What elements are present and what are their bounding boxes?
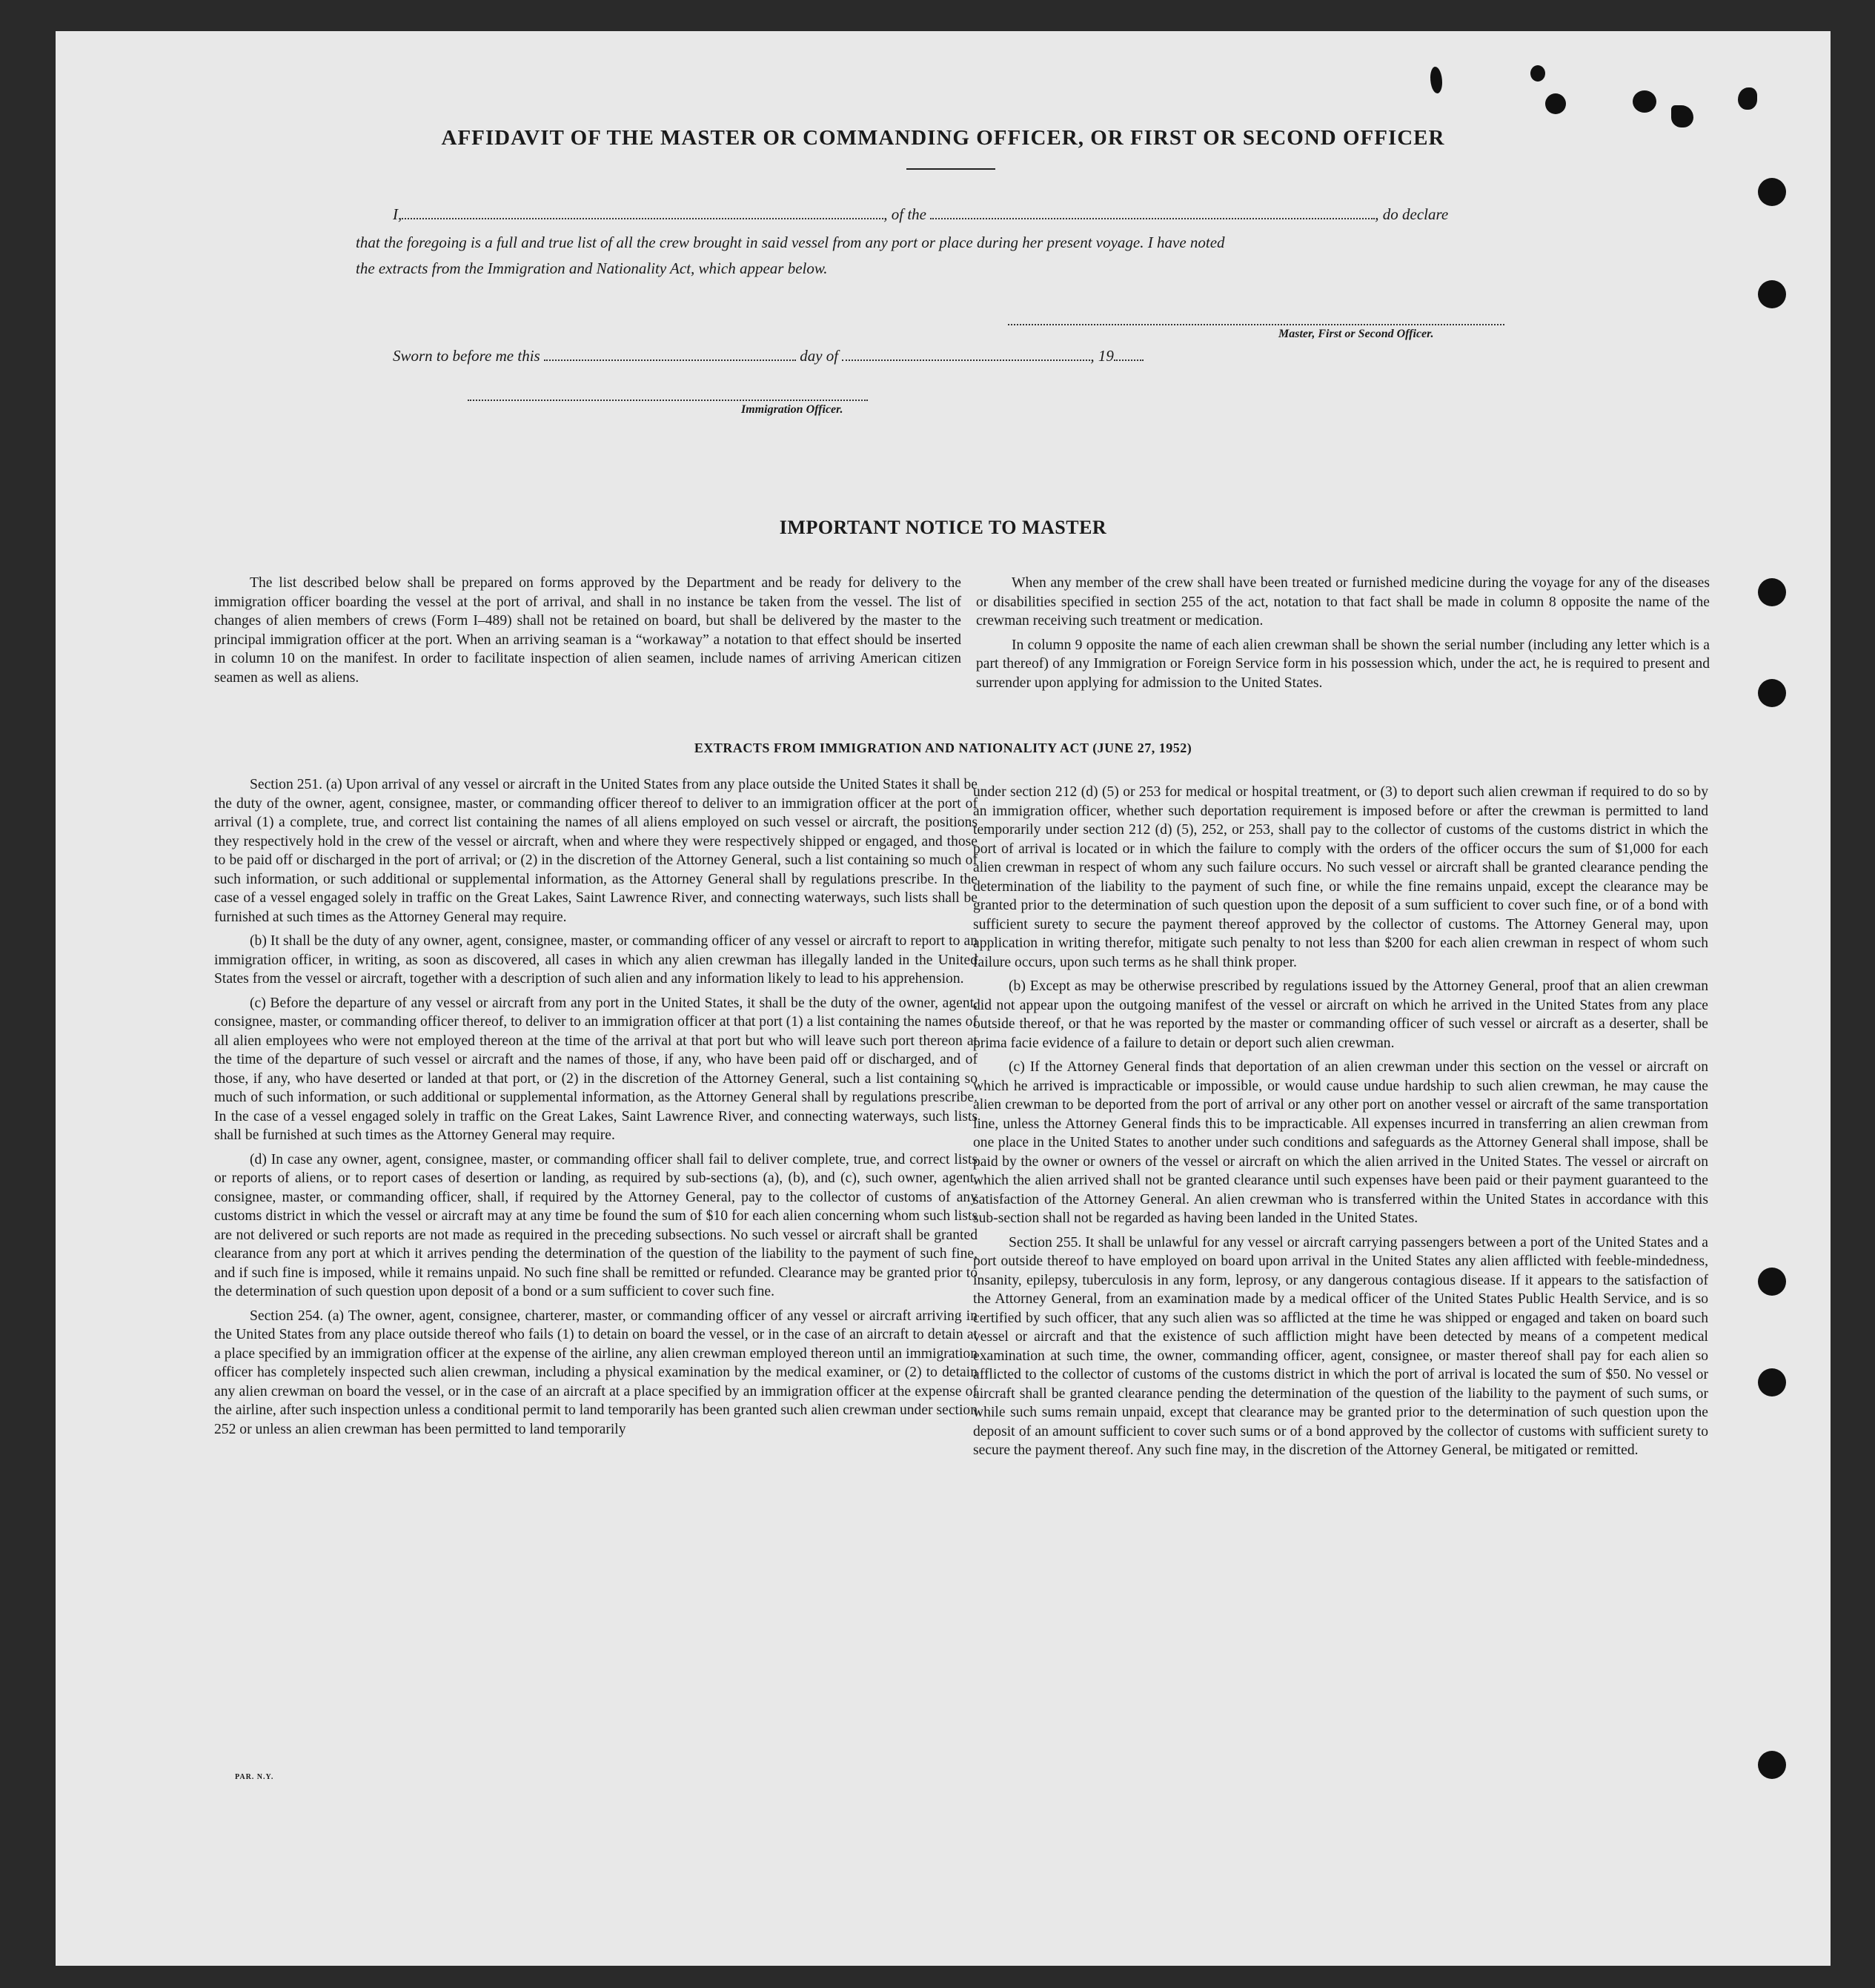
printer-mark: PAR. N.Y. (235, 1773, 274, 1781)
notice-heading: IMPORTANT NOTICE TO MASTER (779, 517, 1107, 538)
immigration-officer-signature-line[interactable] (468, 400, 868, 401)
sworn-prefix: Sworn to before me this (393, 347, 540, 365)
section-254-a: Section 254. (a) The owner, agent, consignee, charterer, master, or commanding officer of any vessel or aircraft arriving in the United States from any place outside thereof who fails (1) to detain on board the vessel, or in the case of an aircraft to detain at a place specified by an immigration officer at the expense of the airline, any alien crewman employed thereon until an immigration officer has completely inspected such alien crewman, including a physical examination by the medical examiner, or (2) to detain any alien crewman on board the vessel, or in the case of an aircraft at a place specified by an immigration officer at the expense of the airline, after such inspection unless a conditional permit to land temporarily has been granted such alien crewman under section 252 or unless an alien crewman has been permitted to land temporarily (214, 1308, 978, 1437)
declaration-text-cont: the extracts from the Immigration and Nationality Act, which appear below. (356, 259, 828, 277)
vessel-prefix: , of the (883, 205, 926, 223)
binder-hole (1758, 178, 1786, 206)
sworn-month-blank[interactable] (842, 348, 1090, 361)
declaration-text: that the foregoing is a full and true list of all the crew brought in said vessel from any port or place during her present voyage. I have noted (356, 233, 1225, 251)
section-251-a: Section 251. (a) Upon arrival of any vessel or aircraft in the United States from any place outside the United States it shall be the duty of the owner, agent, consignee, master, or commanding officer thereof to deliver to an immigration officer at the port of arrival (1) a complete, true, and correct list containing the names of all aliens employed on such vessel or aircraft, the positions they respectively hold in the crew of the vessel or aircraft, when and where they were respectively shipped or engaged, and those to be paid off or discharged in the port of arrival; or (2) in the discretion of the Attorney General, such a list containing so much of such information, or such additional or supplemental information, as the Attorney General shall by regulations prescribe. In the case of a vessel engaged solely in traffic on the Great Lakes, Saint Lawrence River, and connecting waterways, such lists shall be furnished at such times as the Attorney General may require. (214, 777, 978, 925)
document-page (56, 31, 1831, 1966)
declaration-line (393, 205, 1448, 224)
binder-hole (1758, 1368, 1786, 1396)
title-rule (906, 168, 995, 170)
declare-suffix: , do declare (1375, 205, 1449, 223)
binder-hole (1758, 1268, 1786, 1296)
binder-hole (1758, 578, 1786, 606)
section-254-b: (b) Except as may be otherwise prescribed by regulations issued by the Attorney General, proof that an alien crewman did not appear upon the outgoing manifest of the vessel or aircraft on which he arrived in the United States from any place outside thereof, or that he was reported by the master or commanding officer of such vessel or aircraft as a deserter, shall be prima facie evidence of a failure to detain or deport such alien crewman. (973, 978, 1708, 1051)
notice-paragraph: When any member of the crew shall have been treated or furnished medicine during the voyage for any of the diseases or disabilities specified in section 255 of the act, notation to that fact shall be made in column 8 opposite the name of the crewman receiving such treatment or medication. (976, 575, 1710, 629)
binder-hole (1758, 280, 1786, 308)
vessel-name-blank[interactable] (930, 206, 1375, 219)
immigration-officer-label: Immigration Officer. (741, 403, 843, 416)
day-of-label: day of (800, 347, 839, 365)
section-254-a-cont: under section 212 (d) (5) or 253 for medical or hospital treatment, or (3) to deport such alien crewman if required to do so by an immigration officer, whether such deportation requirement is imposed before or after the crewman is permitted to land temporarily under section 212 (d) (5), 252, or 253, shall pay to the collector of customs of the customs district in which the port of arrival is located or in which the failure to comply with the orders of the officer occurs the sum of $1,000 for each alien crewman in respect of whom any such failure occurs. No such vessel or aircraft shall be granted clearance pending the determination of the liability to the payment of such fine, or while the fine remains unpaid, except the clearance may be granted prior to the determination of such question upon the deposit of a sum sufficient to cover such fine, or of a bond with sufficient surety to secure the payment thereof approved by the collector of customs. The Attorney General may, upon application in writing therefor, mitigate such penalty to not less than $200 for each alien crewman in respect of whom such failure occurs, upon such terms as he shall think proper. (973, 784, 1708, 970)
section-254-c: (c) If the Attorney General finds that deportation of an alien crewman under this section on the vessel or aircraft on which he arrived is impracticable or impossible, or would cause undue hardship to such alien crewman, he may cause the alien crewman to be deported from the port of arrival or any other port on another vessel or aircraft of the same transportation line, unless the Attorney General finds this to be impracticable. All expenses incurred in transferring an alien crewman from one place in the United States to another under such conditions and safeguards as the Attorney General shall impose, shall be paid by the owner or owners of the vessel or aircraft on which the alien arrived in the United States. The vessel or aircraft on which the alien arrived shall not be granted clearance until such expenses have been paid or their payment guaranteed to the satisfaction of the Attorney General. An alien crewman who is transferred within the United States in accordance with this sub-section shall not be regarded as having been landed in the United States. (973, 1059, 1708, 1226)
section-251-d: (d) In case any owner, agent, consignee, master, or commanding officer shall fail to deliver complete, true, and correct lists or reports of aliens, or to report cases of desertion or landing, as required by sub-sections (a), (b), and (c), such owner, agent, consignee, master, or commanding officer, shall, if required by the Attorney General, pay to the collector of customs of any customs district in which the vessel or aircraft may at any time be found the sum of $10 for each alien concerning whom such lists are not delivered or such reports are not made as required in the preceding subsections. No such vessel or aircraft shall be granted clearance from any port at which it arrives pending the determination of the question of the liability to the payment of such fine, and if such fine is imposed, while it remains unpaid. No such fine shall be remitted or refunded. Clearance may be granted prior to the determination of such question upon deposit of a bond or a sum sufficient to cover such fine. (214, 1151, 978, 1299)
notice-left-column (214, 574, 961, 692)
affidavit-title: AFFIDAVIT OF THE MASTER OR COMMANDING OFFICER, OR FIRST OR SECOND OFFICER (441, 126, 1445, 150)
declarant-prefix: I, (393, 205, 402, 223)
sworn-line (393, 347, 1144, 365)
notice-paragraph: The list described below shall be prepared on forms approved by the Department and be ready for delivery to the immigration officer boarding the vessel at the port of arrival, and shall in no instance be taken from the vessel. The list of changes of alien members of crews (Form I–489) shall not be retained on board, but shall be delivered by the master to the principal immigration officer at the port. When an arriving seaman is a “workaway” a notation to that effect should be inserted in column 10 on the manifest. In order to facilitate inspection of alien seamen, include names of arriving American citizen seamen as well as aliens. (214, 575, 961, 686)
master-signature-line[interactable] (1008, 324, 1504, 325)
extracts-heading: EXTRACTS FROM IMMIGRATION AND NATIONALITY ACT (JUNE 27, 1952) (694, 740, 1192, 755)
extracts-right-column (973, 783, 1708, 1465)
binder-hole (1758, 1751, 1786, 1779)
binder-hole (1758, 679, 1786, 707)
ink-blot (1671, 105, 1693, 127)
notice-paragraph: In column 9 opposite the name of each alien crewman shall be shown the serial number (including any letter which is a part thereof) of any Immigration or Foreign Service form in his possession which, under the act, he is required to present and surrender upon applying for admission to the United States. (976, 637, 1710, 691)
ink-blot (1545, 93, 1566, 114)
sworn-day-blank[interactable] (544, 348, 796, 361)
extracts-left-column (214, 775, 978, 1444)
sworn-year-blank[interactable] (1114, 348, 1144, 361)
section-251-c: (c) Before the departure of any vessel or aircraft from any port in the United States, it shall be the duty of the owner, agent, consignee, master, or commanding officer thereof, to deliver to an immigration officer at that port (1) a list containing the names of all alien employees who were not employed thereon at the time of the arrival at that port but who will leave such port thereon at the time of the departure of such vessel or aircraft and the names of those, if any, who have been paid off or discharged, and of those, if any, who have deserted or landed at that port, or (2) in the discretion of the Attorney General, such a list containing so much of such information, or such additional or supplemental information, as the Attorney General shall by regulations prescribe. In the case of a vessel engaged solely in traffic on the Great Lakes, Saint Lawrence River, and connecting waterways, such lists shall be furnished at such times as the Attorney General may require. (214, 995, 978, 1143)
section-255: Section 255. It shall be unlawful for any vessel or aircraft carrying passengers between a port of the United States and a port outside thereof to have employed on board upon arrival in the United States any alien afflicted with feeble-mindedness, insanity, epilepsy, tuberculosis in any form, leprosy, or any dangerous contagious disease. If it appears to the satisfaction of the Attorney General, from an examination made by a medical officer of the United States Public Health Service, and is so certified by such officer, that any such alien was so afflicted at the time he was shipped or engaged and taken on board such vessel or aircraft and that the existence of such affliction might have been detected by means of a competent medical examination at such time, the owner, commanding officer, agent, consignee, or master thereof shall pay for each alien so afflicted to the collector of customs of the customs district in which the port of arrival is located the sum of $50. No vessel or aircraft shall be granted clearance pending the determination of the question of the liability to the payment of such sums, or while such sums remain unpaid, except that clearance may be granted prior to the determination of such question upon the deposit of an amount sufficient to cover such sums or of a bond approved by the collector of customs with sufficient surety to secure the payment thereof. Any such fine may, in the discretion of the Attorney General, be mitigated or remitted. (973, 1234, 1708, 1458)
master-signature-label: Master, First or Second Officer. (1278, 328, 1434, 340)
ink-blot (1430, 67, 1442, 93)
ink-blot (1530, 65, 1545, 82)
year-prefix: , 19 (1090, 347, 1114, 365)
ink-blot (1738, 87, 1757, 110)
declarant-name-blank[interactable] (402, 206, 883, 219)
section-251-b: (b) It shall be the duty of any owner, agent, consignee, master, or commanding officer of any vessel or aircraft to report to an immigration officer, in writing, as soon as discovered, all cases in which any alien crewman has illegally landed in the United States from the vessel or aircraft, together with a description of such alien and any information likely to lead to his apprehension. (214, 933, 978, 987)
notice-right-column (961, 574, 1710, 698)
ink-blot (1633, 90, 1656, 113)
